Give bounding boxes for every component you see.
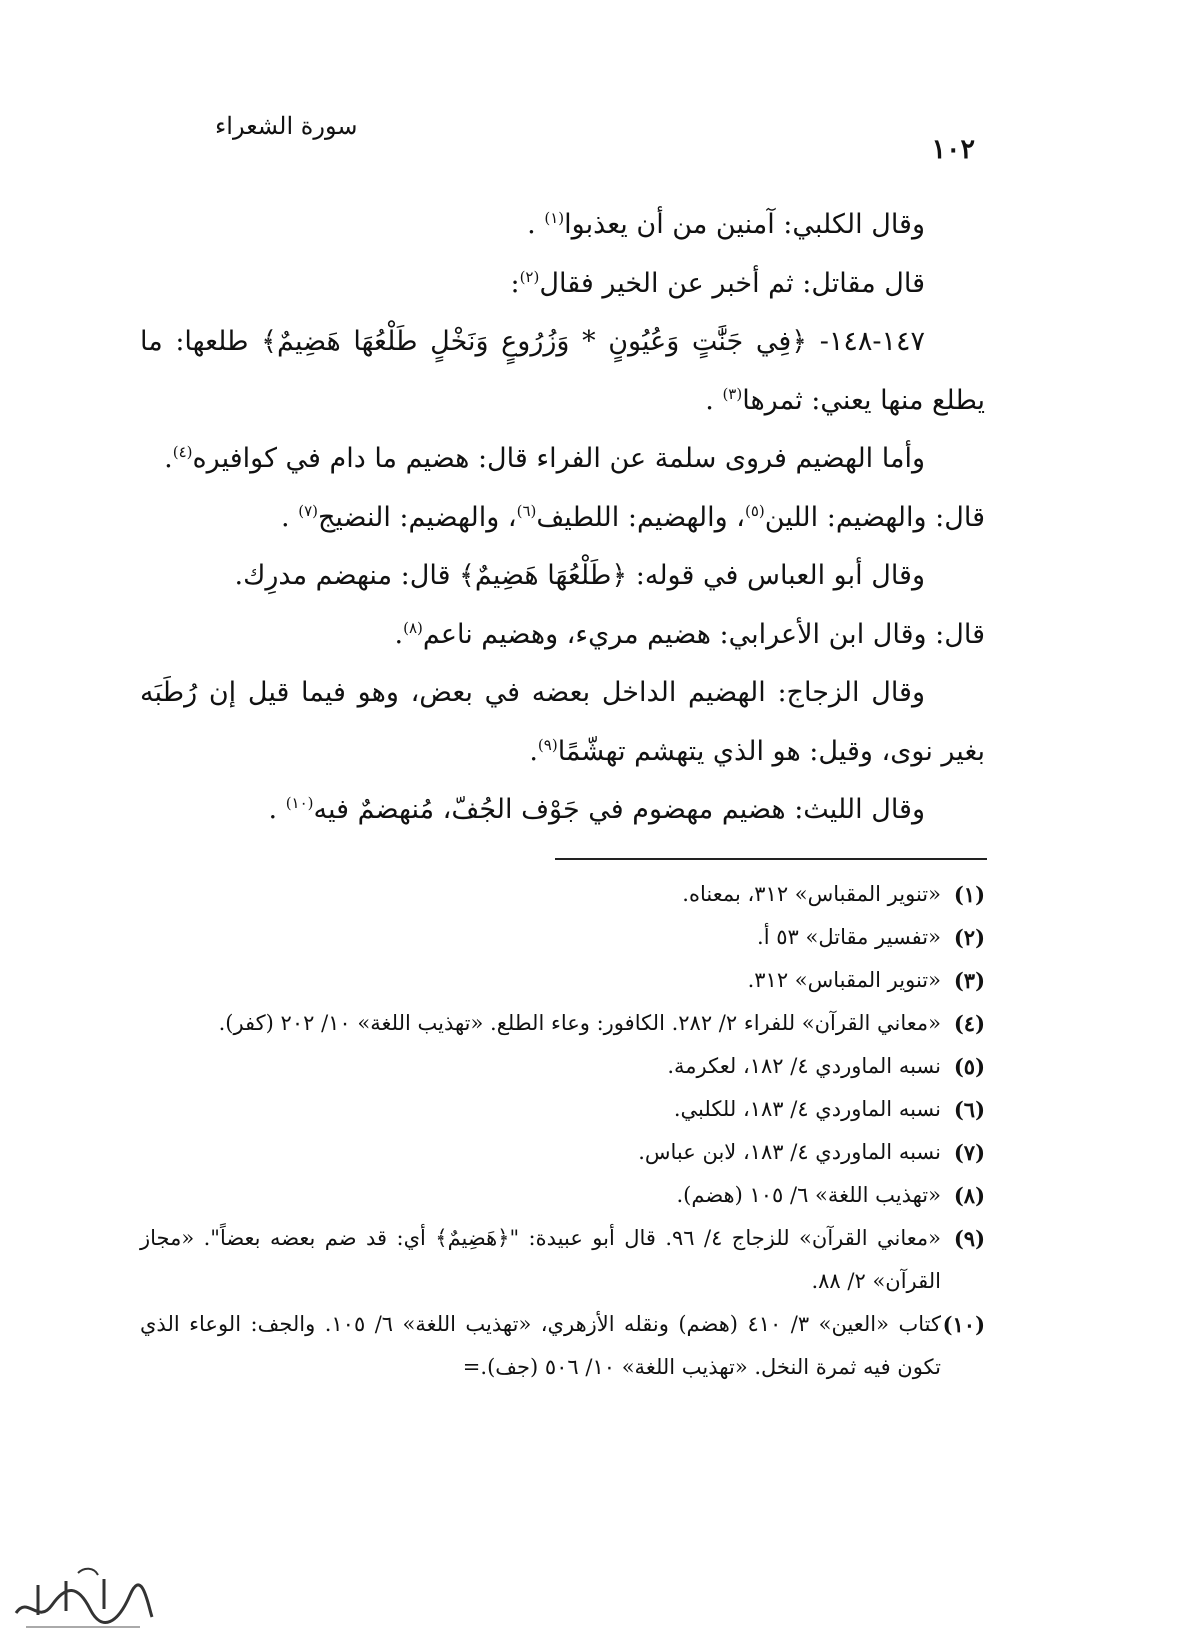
punctuation: . xyxy=(394,618,404,650)
punctuation: : xyxy=(510,267,520,299)
footnote-ref: (٢) xyxy=(519,267,540,286)
paragraph-text: وقال الزجاج: الهضيم الداخل بعضه في بعض، وهو فيما قيل إن رُطَبَه بغير نوى، وقيل: هو الذي يتهشم تهشّمًا xyxy=(140,677,985,767)
punctuation: . xyxy=(268,794,286,825)
surah-title: سورة الشعراء xyxy=(215,112,358,140)
paragraph-text: وأما الهضيم فروى سلمة عن الفراء قال: هضيم ما دام في كوافيره xyxy=(192,443,925,474)
footnote-number: (٦) xyxy=(953,1097,985,1122)
paragraph-3-verse xyxy=(140,313,985,430)
footnote-text: «تفسير مقاتل» ٥٣ أ. xyxy=(757,925,941,949)
footnote-ref: (١٠) xyxy=(285,794,314,812)
footnote-text: كتاب «العين» ٣/ ٤١٠ (هضم) ونقله الأزهري، «تهذيب اللغة» ٦/ ١٠٥. والجف: الوعاء الذي تكون فيه ثمرة النخل. «تهذيب اللغة» ١٠/ ٥٠٦ (جف).= xyxy=(140,1312,941,1379)
footnote-3 xyxy=(140,959,985,1002)
footnote-text: «تنوير المقباس» ٣١٢. xyxy=(747,968,941,992)
footnote-ref: (٤) xyxy=(172,443,193,461)
main-text xyxy=(140,196,985,840)
paragraph-8 xyxy=(140,664,985,781)
footnote-5 xyxy=(140,1045,985,1088)
footnote-number: (٥) xyxy=(953,1054,985,1079)
punctuation: . xyxy=(527,209,545,240)
paragraph-4 xyxy=(140,430,985,489)
footnote-text: «معاني القرآن» للفراء ٢/ ٢٨٢. الكافور: وعاء الطلع. «تهذيب اللغة» ١٠/ ٢٠٢ (كفر). xyxy=(218,1011,941,1035)
footnote-divider xyxy=(555,858,987,860)
footnote-text: نسبه الماوردي ٤/ ١٨٣، لابن عباس. xyxy=(638,1140,941,1164)
page-header xyxy=(215,112,975,165)
footnote-number: (١٠) xyxy=(942,1312,985,1337)
footnote-number: (٣) xyxy=(953,968,985,993)
paragraph-text: قال: والهضيم: اللين xyxy=(764,501,985,533)
footnote-text: نسبه الماوردي ٤/ ١٨٢، لعكرمة. xyxy=(667,1054,941,1078)
punctuation: . xyxy=(705,384,723,416)
punctuation: . xyxy=(164,443,173,474)
logo-stroke xyxy=(78,1569,98,1575)
punctuation: . xyxy=(281,501,299,533)
paragraph-text: قال: وقال ابن الأعرابي: هضيم مريء، وهضيم ناعم xyxy=(422,618,985,650)
page-number: ١٠٢ xyxy=(931,134,975,165)
footnote-number: (٩) xyxy=(953,1226,985,1251)
footnote-ref: (١) xyxy=(544,209,565,227)
paragraph-text: ، والهضيم: النضيج xyxy=(317,501,517,533)
paragraph-text: قال مقاتل: ثم أخبر عن الخير فقال xyxy=(539,267,925,299)
footnote-number: (٢) xyxy=(953,925,985,950)
footnote-number: (٧) xyxy=(953,1140,985,1165)
footnote-ref: (٨) xyxy=(403,618,423,637)
footnote-8 xyxy=(140,1174,985,1217)
footnote-ref: (٣) xyxy=(722,384,743,403)
footnote-text: نسبه الماوردي ٤/ ١٨٣، للكلبي. xyxy=(673,1097,941,1121)
punctuation: . xyxy=(529,735,538,767)
footnote-text: «تهذيب اللغة» ٦/ ١٠٥ (هضم). xyxy=(676,1183,941,1207)
footnote-text: «تنوير المقباس» ٣١٢، بمعناه. xyxy=(682,882,941,906)
paragraph-text: وقال الليث: هضيم مهضوم في جَوْف الجُفّ، مُنهضمٌ فيه xyxy=(313,794,925,825)
footnote-1 xyxy=(140,873,985,916)
footnote-text: «معاني القرآن» للزجاج ٤/ ٩٦. قال أبو عبيدة: "﴿هَضِيمٌ﴾ أي: قد ضم بعضه بعضاً". «مجاز القرآن» ٢/ ٨٨. xyxy=(140,1226,941,1293)
footnote-7 xyxy=(140,1131,985,1174)
footnote-9 xyxy=(140,1217,985,1303)
footnote-number: (١) xyxy=(953,882,985,907)
footnote-ref: (٩) xyxy=(537,735,558,754)
footnote-10 xyxy=(140,1303,985,1389)
logo-stroke xyxy=(16,1585,152,1623)
footnote-ref: (٦) xyxy=(516,501,537,520)
footnote-4 xyxy=(140,1002,985,1045)
footnotes xyxy=(140,873,985,1389)
footnote-number: (٨) xyxy=(953,1183,985,1208)
paragraph-5 xyxy=(140,489,985,548)
paragraph-text: ، والهضيم: اللطيف xyxy=(536,501,745,533)
footnote-number: (٤) xyxy=(953,1011,985,1036)
paragraph-1 xyxy=(140,196,985,255)
footnote-ref: (٧) xyxy=(298,501,318,520)
paragraph-text: ١٤٧-١٤٨- ﴿فِي جَنَّٰتٍ وَعُيُونٍ * وَزُرُوعٍ وَنَخْلٍ طَلْعُهَا هَضِيمٌ﴾ طلعها: ما يطلع منها يعني: ثمرها xyxy=(140,326,985,416)
footnote-6 xyxy=(140,1088,985,1131)
publisher-logo xyxy=(8,1565,158,1635)
footnote-ref: (٥) xyxy=(745,501,765,520)
paragraph-7 xyxy=(140,606,985,665)
paragraph-text: وقال أبو العباس في قوله: ﴿طَلْعُهَا هَضِيمٌ﴾ قال: منهضم مدرِك. xyxy=(234,560,925,591)
paragraph-2 xyxy=(140,255,985,314)
paragraph-6 xyxy=(140,547,985,606)
footnote-2 xyxy=(140,916,985,959)
paragraph-9 xyxy=(140,781,985,840)
paragraph-text: وقال الكلبي: آمنين من أن يعذبوا xyxy=(564,209,925,240)
